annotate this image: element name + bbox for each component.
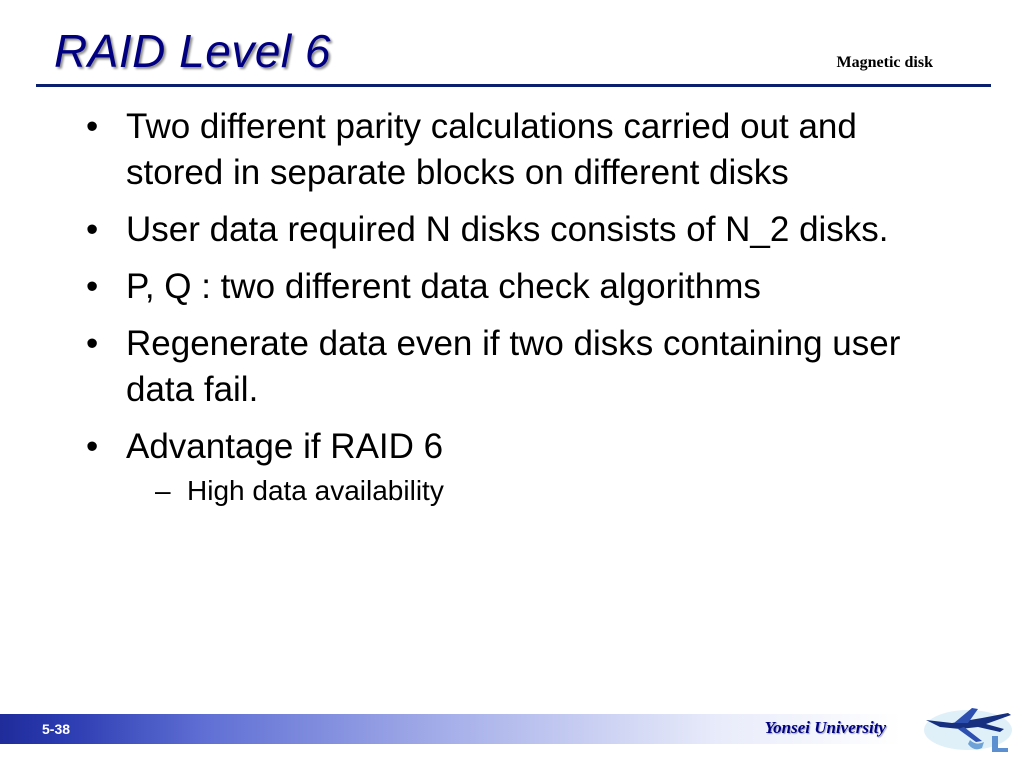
page-number: 5-38 (42, 721, 71, 737)
topic-label: Magnetic disk (836, 54, 933, 71)
bullet-text: Advantage if RAID 6 (126, 427, 444, 466)
bullet-item (86, 321, 946, 413)
airplane-logo-icon (912, 696, 1016, 758)
title-divider (36, 84, 991, 87)
sub-bullet-marker: – (155, 475, 171, 506)
bullet-item (86, 264, 946, 310)
bullet-text: Two different parity calculations carried out and stored in separate blocks on different disks (126, 107, 857, 192)
bullet-text: User data required N disks consists of N_2 disks. (126, 210, 889, 249)
university-name: Yonsei University (764, 718, 886, 737)
bullet-list (86, 104, 946, 521)
slide-title: RAID Level 6 (54, 25, 332, 77)
bullet-item (86, 424, 946, 510)
bullet-text: Regenerate data even if two disks containing user data fail. (126, 324, 901, 409)
bullet-item (86, 104, 946, 196)
sub-bullet-text: High data availability (187, 475, 444, 506)
bullet-marker: • (86, 210, 99, 249)
bullet-marker: • (86, 324, 99, 363)
bullet-text: P, Q : two different data check algorithms (126, 267, 761, 306)
sub-bullet-item (141, 472, 946, 510)
sub-bullet-list (126, 472, 946, 510)
bullet-marker: • (86, 267, 99, 306)
bullet-marker: • (86, 107, 99, 146)
bullet-marker: • (86, 427, 99, 466)
bullet-item (86, 207, 946, 253)
